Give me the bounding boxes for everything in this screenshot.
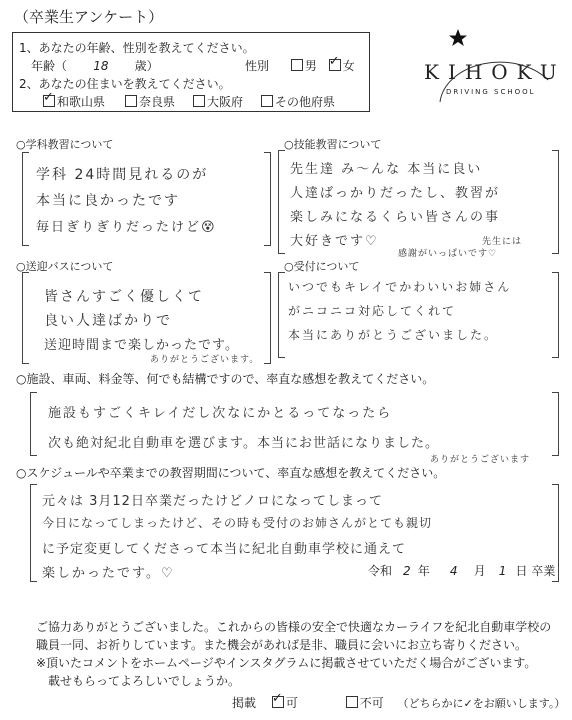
academic-answer-2: 本当に良かったです xyxy=(36,193,180,209)
footer-line-4: 載せもらってよろしいでしょうか。 xyxy=(48,674,241,688)
publish-row xyxy=(232,694,565,711)
area-checkbox[interactable] xyxy=(193,95,205,107)
section-facility: ○施設、車両、料金等、何でも結構ですので、率直な感想を教えてください。 xyxy=(16,372,435,386)
area-option-0[interactable] xyxy=(43,93,105,110)
technical-answer-4: 大好きです♡ xyxy=(290,234,379,249)
facility-answer-2: 次も絶対紀北自動車を選びます。本当にお世話になりました。 xyxy=(48,436,439,451)
bracket-left xyxy=(30,392,37,456)
section-academic: ○学科教習について xyxy=(16,138,114,151)
technical-answer-1: 先生達 み～んな 本当に良い xyxy=(290,162,483,177)
area-option-3[interactable] xyxy=(261,93,335,110)
academic-answer-1: 学科 24時間見れるのが xyxy=(36,167,209,183)
technical-answer-2: 人達ばっかりだったし、教習が xyxy=(290,186,501,201)
area-label: その他府県 xyxy=(275,95,336,109)
schedule-answer-1: 元々は 3月12日卒業だったけどノロになってしまって xyxy=(42,494,383,509)
publish-yes-label: 可 xyxy=(285,696,298,710)
area-label: 和歌山県 xyxy=(57,95,106,109)
age-value[interactable]: 18 xyxy=(93,59,109,73)
page-title: （卒業生アンケート） xyxy=(14,8,164,26)
bracket-right xyxy=(552,150,559,254)
publish-instruction: （どちらかに✓をお願いします。） xyxy=(397,697,566,710)
section-technical: ○技能教習について xyxy=(284,138,382,151)
reception-answer-1: いつでもキレイでかわいいお姉さん xyxy=(288,280,512,294)
area-option-1[interactable] xyxy=(125,93,175,110)
facility-note: ありがとうございます xyxy=(430,455,531,465)
bus-answer-2: 良い人達ばかりで xyxy=(44,313,172,329)
bracket-left xyxy=(22,272,29,364)
area-option-2[interactable] xyxy=(193,93,243,110)
area-checkbox[interactable] xyxy=(261,95,273,107)
publish-no-label: 不可 xyxy=(359,696,384,710)
age-row xyxy=(31,57,159,74)
school-logo xyxy=(420,26,566,116)
bracket-left xyxy=(30,484,37,582)
question-residence: 2、あなたの住まいを教えてください。 xyxy=(19,77,231,91)
footer-line-3: ※頂いたコメントをホームページやインスタグラムに掲載させていただく場合がございます。 xyxy=(36,656,537,670)
area-checkbox[interactable] xyxy=(43,95,55,107)
bracket-right xyxy=(552,272,559,358)
male-label: 男 xyxy=(304,59,317,73)
area-checkbox[interactable] xyxy=(125,95,137,107)
facility-answer-1: 施設もすごくキレイだし次なにかとるってなったら xyxy=(48,406,393,421)
female-label: 女 xyxy=(342,59,355,73)
technical-note-1: 先生には xyxy=(482,237,523,247)
schedule-answer-2: 今日になってしまったけど、その時も受付のお姉さんがとても親切 xyxy=(42,516,433,530)
bracket-left xyxy=(278,150,285,254)
logo-text: KIHOKU xyxy=(424,60,566,84)
bus-answer-3: 送迎時間まで楽しかったです。 xyxy=(44,338,239,353)
profile-box xyxy=(12,32,370,112)
male-checkbox[interactable] xyxy=(291,59,303,71)
gender-row xyxy=(245,57,355,74)
age-unit: 歳） xyxy=(134,59,159,73)
technical-note-2: 感謝がいっぱいです♡ xyxy=(398,249,498,259)
section-bus: ○送迎バスについて xyxy=(16,260,114,273)
bus-note: ありがとうございます。 xyxy=(150,355,260,365)
age-label: 年齢（ xyxy=(31,59,68,73)
section-reception: ○受付について xyxy=(284,260,360,273)
bracket-left xyxy=(278,272,285,358)
date-month-unit: 月 xyxy=(473,564,486,578)
schedule-answer-4: 楽しかったです。♡ xyxy=(42,566,175,581)
reception-answer-2: がニコニコ対応してくれて xyxy=(288,304,457,318)
date-era: 令和 xyxy=(368,564,393,578)
area-label: 奈良県 xyxy=(139,95,176,109)
section-schedule: ○スケジュールや卒業までの教習期間について、率直な感想を教えてください。 xyxy=(16,466,446,480)
graduation-date xyxy=(368,562,555,579)
date-year: 2 xyxy=(403,564,411,578)
date-day: 1 xyxy=(498,564,507,578)
bracket-right xyxy=(264,272,271,364)
footer-line-1: ご協力ありがとうございました。これからの皆様の安全で快適なカーライフを紀北自動車学校の xyxy=(36,620,552,634)
logo-subtext: DRIVING SCHOOL xyxy=(446,88,536,96)
publish-yes-checkbox[interactable] xyxy=(272,696,284,708)
schedule-answer-3: に予定変更してくださって本当に紀北自動車学校に通えて xyxy=(42,542,407,557)
area-label: 大阪府 xyxy=(207,95,244,109)
academic-answer-3: 毎日ぎりぎりだったけど😵 xyxy=(36,220,217,235)
bus-answer-1: 皆さんすごく優しくて xyxy=(44,289,204,305)
bracket-left xyxy=(22,152,29,246)
gender-label: 性別 xyxy=(245,59,270,73)
female-checkbox[interactable] xyxy=(329,59,341,71)
publish-no-checkbox[interactable] xyxy=(346,696,358,708)
bracket-right xyxy=(552,392,559,456)
publish-label: 掲載 xyxy=(232,696,257,710)
reception-answer-3: 本当にありがとうございました。 xyxy=(288,328,499,342)
bracket-right xyxy=(264,152,271,246)
technical-answer-3: 楽しみになるくらい皆さんの事 xyxy=(290,210,501,225)
date-year-unit: 年 xyxy=(417,564,430,578)
footer-line-2: 職員一同、お祈りしています。また機会があれば是非、職員に会いにお立ち寄りください。 xyxy=(36,638,528,652)
date-month: 4 xyxy=(449,564,458,578)
date-day-unit: 日 卒業 xyxy=(515,564,556,578)
question-age-gender: 1、あなたの年齢、性別を教えてください。 xyxy=(19,41,255,55)
